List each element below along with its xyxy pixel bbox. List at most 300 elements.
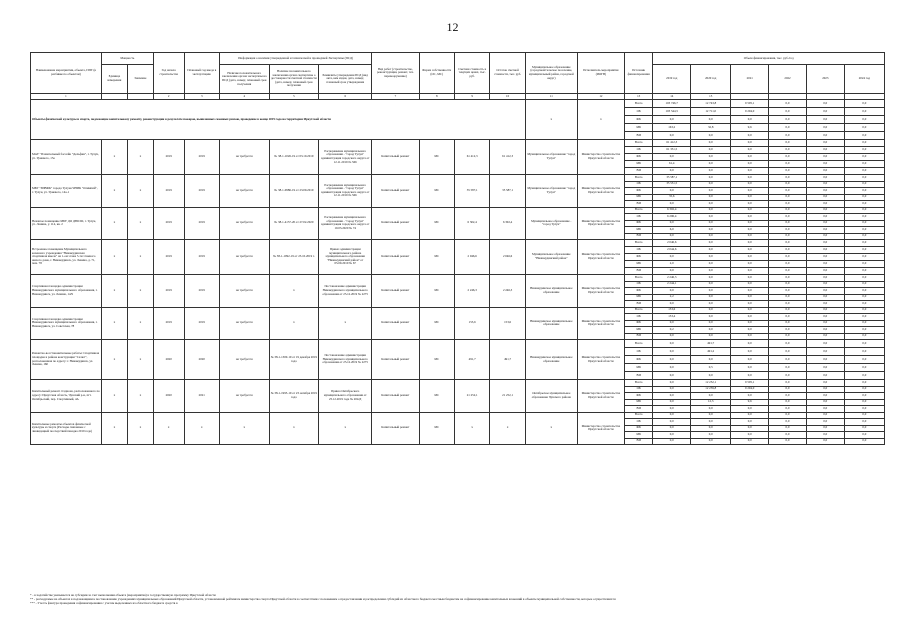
- funding-value-cell: 0,0: [844, 314, 884, 321]
- object-executor: Министерство строительства Иркутской области: [577, 412, 624, 445]
- funding-value-cell: 0,0: [844, 333, 884, 340]
- funding-value-cell: 0,0: [844, 327, 884, 334]
- funding-source-cell: ОБ: [625, 181, 653, 188]
- funding-source-cell: Всего: [625, 140, 653, 147]
- funding-value-cell: 0,0: [844, 227, 884, 234]
- object-executor: Министерство строительства Иркутской области: [577, 207, 624, 240]
- funding-value-cell: 0,0: [691, 181, 731, 188]
- funding-value-cell: 0,0: [731, 201, 769, 208]
- funding-value-cell: 0,0: [844, 340, 884, 348]
- funding-value-cell: 0,0: [731, 340, 769, 348]
- funding-value-cell: 0,0: [769, 301, 807, 308]
- section-title: Объекты физической культуры и спорта, подлежащие капитальному ремонту, реконструкции в результате пожаров, выявленных сезонных рисков, проведение в конце 2019 года на территории Иркутской области: [31, 100, 526, 140]
- column-number-cell: 2: [153, 94, 184, 100]
- funding-value-cell: 0,0: [769, 140, 807, 147]
- funding-value-cell: 0,0: [769, 364, 807, 372]
- object-expertise: № 38-1-4157-20 от 27.02.2020: [269, 207, 319, 240]
- funding-value-cell: 491,7: [691, 340, 731, 348]
- funding-value-cell: 0,0: [731, 275, 769, 282]
- object-start-year: 2020: [153, 340, 184, 380]
- funding-value-cell: 0,0: [806, 147, 844, 154]
- funding-value-cell: 0,0: [769, 348, 807, 356]
- funding-value-cell: 0,0: [691, 320, 731, 327]
- funding-value-cell: 0,0: [844, 188, 884, 195]
- funding-value-cell: 0,0: [769, 380, 807, 387]
- funding-value-cell: 0,0: [691, 227, 731, 234]
- funding-value-cell: 0,0: [844, 154, 884, 161]
- object-start-year: 2019: [153, 175, 184, 208]
- funding-value-cell: 0,0: [691, 116, 731, 124]
- funding-value-cell: 6 302,4: [653, 207, 691, 214]
- funding-value-cell: 0,0: [769, 207, 807, 214]
- funding-source-cell: Всего: [625, 100, 653, 108]
- funding-value-cell: 2 044,6: [653, 247, 691, 254]
- funding-source-cell: Всего: [625, 240, 653, 247]
- funding-value-cell: 35,6: [653, 194, 691, 201]
- funding-value-cell: 0,0: [806, 380, 844, 387]
- funding-value-cell: 0,0: [806, 233, 844, 240]
- col-name-header: Наименование мероприятия, объекта, ППТ (в разбивке по объектам): [31, 53, 102, 94]
- funding-value-cell: 0,0: [769, 314, 807, 321]
- funding-value-cell: 0,0: [806, 327, 844, 334]
- funding-value-cell: 0,0: [691, 132, 731, 140]
- funding-value-cell: 0,0: [769, 340, 807, 348]
- funding-value-cell: 0,0: [806, 227, 844, 234]
- object-requisites: х: [319, 307, 372, 340]
- funding-value-cell: 0,0: [844, 124, 884, 132]
- funding-value-cell: 0,0: [691, 372, 731, 380]
- funding-value-cell: 0,0: [691, 220, 731, 227]
- funding-value-cell: 0,0: [806, 333, 844, 340]
- funding-source-cell: ФБ: [625, 288, 653, 295]
- psd-info-header: Информация о наличии утвержденной и технической и прошедшей Экспертизы (ПСД): [219, 53, 371, 65]
- funding-value-cell: 12 239,8: [691, 386, 731, 393]
- object-psd: не требуется: [219, 307, 269, 340]
- funding-value-cell: 0,0: [769, 116, 807, 124]
- table-row: [31, 140, 885, 147]
- funding-value-cell: 0,0: [806, 320, 844, 327]
- funding-value-cell: 0,0: [769, 320, 807, 327]
- funding-value-cell: 0,0: [844, 140, 884, 147]
- funding-value-cell: 0,0: [844, 233, 884, 240]
- funding-source-cell: МБ: [625, 399, 653, 406]
- funding-value-cell: 163,2: [653, 124, 691, 132]
- remaining-cost-header: Остаток сметной стоимости, тыс. руб.: [490, 53, 525, 94]
- funding-value-cell: 9 294,0: [731, 386, 769, 393]
- funding-value-cell: 0,0: [769, 147, 807, 154]
- column-number-cell: 4: [219, 94, 269, 100]
- funding-value-cell: 0,0: [806, 124, 844, 132]
- object-municipality: Нижнеудинское муниципальное образование: [525, 307, 577, 340]
- funding-value-cell: 0,0: [806, 340, 844, 348]
- funding-value-cell: 0,0: [769, 372, 807, 380]
- object-value: х: [127, 307, 153, 340]
- funding-value-cell: 0,0: [806, 275, 844, 282]
- funding-value-cell: 0,0: [691, 233, 731, 240]
- funding-value-cell: 0,0: [844, 301, 884, 308]
- cap-value-header: Значение: [127, 65, 153, 94]
- funding-value-cell: 61,4: [653, 161, 691, 168]
- funding-value-cell: 12 711,0: [691, 108, 731, 116]
- funding-value-cell: 0,0: [769, 268, 807, 275]
- start-year-header: Год начала строительства: [153, 53, 184, 94]
- year-2021-header: 2021: [731, 65, 769, 94]
- funding-value-cell: 0,0: [769, 233, 807, 240]
- funding-value-cell: 0,0: [806, 207, 844, 214]
- year-2023-header: 2023: [806, 65, 844, 94]
- object-value: х: [127, 275, 153, 308]
- object-work-type: Капитальный ремонт: [372, 207, 419, 240]
- funding-value-cell: 0,0: [769, 425, 807, 432]
- funding-source-cell: Всего: [625, 412, 653, 419]
- object-unit: х: [101, 240, 127, 275]
- funding-value-cell: 0,0: [769, 201, 807, 208]
- funding-value-cell: 0,0: [653, 393, 691, 400]
- funding-value-cell: 0,0: [844, 116, 884, 124]
- funding-source-cell: Всего: [625, 307, 653, 314]
- funding-source-cell: ФБ: [625, 356, 653, 364]
- object-psd: х: [219, 412, 269, 445]
- funding-value-cell: 0,0: [844, 294, 884, 301]
- object-start-year: 2019: [153, 307, 184, 340]
- funding-value-cell: 0,0: [731, 194, 769, 201]
- funding-value-cell: 0,0: [731, 207, 769, 214]
- funding-value-cell: 0,0: [769, 161, 807, 168]
- object-work-type: Капитальный ремонт: [372, 175, 419, 208]
- funding-source-cell: ОБ: [625, 214, 653, 221]
- object-municipality: Октябрьское муниципальное образование Чунского района: [525, 380, 577, 413]
- object-executor: Министерство строительства Иркутской области: [577, 275, 624, 308]
- funding-value-cell: 0,0: [691, 240, 731, 247]
- footnote-2: ** - расходуемые на объектах в подлежащими к постановлению учреждениях муниципальных образований Иркутской области, установленной рейтингом министерства спорта Иркутской области в соответствии с положением о предоставлении и распределении субсидий из областного бюджета местным бюджетам на софинансирование капитальных вложений в объекты муниципальной собственности, которые осуществляются: [30, 597, 616, 601]
- object-ownership: МС: [419, 340, 454, 380]
- object-cost: 21 252,1: [454, 380, 489, 413]
- funding-value-cell: 0,0: [653, 288, 691, 295]
- funding-source-cell: ОБ: [625, 419, 653, 426]
- object-value: х: [127, 240, 153, 275]
- funding-value-cell: 0,0: [769, 214, 807, 221]
- funding-value-cell: 0,0: [844, 181, 884, 188]
- funding-value-cell: 0,0: [806, 240, 844, 247]
- funding-value-cell: 0,2: [653, 327, 691, 334]
- object-executor: Министерство строительства Иркутской области: [577, 175, 624, 208]
- funding-value-cell: 0,0: [691, 207, 731, 214]
- funding-value-cell: 0,0: [731, 247, 769, 254]
- year-2019-header: 2019 год: [653, 65, 691, 94]
- object-ownership: МС: [419, 207, 454, 240]
- funding-value-cell: 0,0: [731, 393, 769, 400]
- funding-value-cell: 0,0: [731, 412, 769, 419]
- object-cost: 2 046,6: [454, 240, 489, 275]
- funding-value-cell: 0,0: [806, 438, 844, 445]
- funding-source-cell: ВИ: [625, 268, 653, 275]
- funding-value-cell: 0,0: [844, 201, 884, 208]
- funding-value-cell: 0,0: [844, 393, 884, 400]
- funding-value-cell: 0,0: [806, 188, 844, 195]
- funding-value-cell: 0,0: [806, 261, 844, 268]
- funding-source-cell: ФБ: [625, 220, 653, 227]
- column-number-cell: 3: [184, 94, 219, 100]
- funding-value-cell: 0,0: [769, 124, 807, 132]
- object-ownership: МС: [419, 307, 454, 340]
- object-municipality: Нижнеудинское муниципальное образование: [525, 340, 577, 380]
- funding-value-cell: 0,0: [691, 294, 731, 301]
- object-cost: 491,7: [454, 340, 489, 380]
- psd-expertise-header: Наличие положительного заключения органа экспертизы о достоверности сметной стоимости (дата, номер; плановый срок получения: [269, 65, 319, 94]
- funding-value-cell: 0,0: [653, 301, 691, 308]
- object-requisites: Распоряжение муниципального образования - "город Тулун" администрация городского округа от 12.11.2019 № 566: [319, 175, 372, 208]
- object-remaining: 2 046,6: [490, 240, 525, 275]
- object-unit: х: [101, 380, 127, 413]
- funding-value-cell: 0,0: [691, 307, 731, 314]
- footnote-3: *** - Учесть фактура проведения софинансирования с учетом выделенных из областного бюджета средств в: [30, 601, 178, 605]
- object-expertise: х: [269, 307, 319, 340]
- object-requisites: х: [319, 412, 372, 445]
- object-remaining: х: [490, 412, 525, 445]
- funding-value-cell: 0,0: [653, 348, 691, 356]
- funding-value-cell: 0,0: [806, 412, 844, 419]
- program-table-sheet: [30, 52, 885, 445]
- funding-value-cell: 0,0: [731, 261, 769, 268]
- funding-value-cell: 0,0: [653, 406, 691, 413]
- object-executor: Министерство строительства Иркутской области: [577, 140, 624, 175]
- funding-value-cell: 12,3: [691, 399, 731, 406]
- funding-value-cell: 0,0: [844, 425, 884, 432]
- object-executor: Министерство строительства Иркутской области: [577, 307, 624, 340]
- header-row-1: [31, 53, 885, 65]
- funding-value-cell: 0,0: [806, 281, 844, 288]
- funding-source-cell: МБ: [625, 327, 653, 334]
- object-name: Капитальный ремонт стадиона, расположенного по адресу: Иркутская область, Чунский р-н, пгт. Октябрьский, пер. Спортивный, 4А: [31, 380, 102, 413]
- funding-value-cell: 0,0: [731, 240, 769, 247]
- object-ownership: МС: [419, 380, 454, 413]
- funding-value-cell: 0,0: [731, 320, 769, 327]
- funding-value-cell: 0,0: [769, 188, 807, 195]
- object-requisites: Приказ Октябрьского муниципального образования от 25.12.2019 года № 204/Д: [319, 380, 372, 413]
- funding-value-cell: 0,0: [653, 168, 691, 175]
- column-number-cell: 12: [577, 94, 624, 100]
- funding-value-cell: 0,0: [844, 386, 884, 393]
- column-number-cell: 7: [372, 94, 419, 100]
- funding-value-cell: 0,0: [844, 348, 884, 356]
- funding-source-cell: Всего: [625, 340, 653, 348]
- funding-value-cell: 0,0: [806, 425, 844, 432]
- column-number-cell: 10: [490, 94, 525, 100]
- funding-value-cell: 0,0: [731, 140, 769, 147]
- funding-source-cell: ВИ: [625, 201, 653, 208]
- executor-header: Исполнитель мероприятия (ИОГВ): [577, 53, 624, 94]
- object-start-year: 2019: [153, 207, 184, 240]
- year-2022-header: 2022: [769, 65, 807, 94]
- funding-value-cell: 0,0: [731, 175, 769, 182]
- object-plan-year: 2020: [184, 340, 219, 380]
- funding-value-cell: 0,0: [806, 214, 844, 221]
- funding-source-cell: ФБ: [625, 116, 653, 124]
- funding-value-cell: 0,0: [769, 288, 807, 295]
- funding-value-cell: 0,0: [769, 419, 807, 426]
- funding-value-cell: 0,0: [653, 220, 691, 227]
- table-row: [31, 100, 885, 108]
- object-ownership: МС: [419, 275, 454, 308]
- object-cost: 2 246,3: [454, 275, 489, 308]
- funding-value-cell: 0,0: [731, 333, 769, 340]
- funding-value-cell: 35 551,5: [653, 181, 691, 188]
- object-plan-year: 2021: [184, 380, 219, 413]
- funding-value-cell: 2 244,1: [653, 281, 691, 288]
- funding-value-cell: 0,0: [691, 268, 731, 275]
- funding-source-cell: ФБ: [625, 154, 653, 161]
- funding-value-cell: 0,0: [691, 333, 731, 340]
- funding-source-cell: ОБ: [625, 386, 653, 393]
- funding-value-cell: 0,0: [731, 348, 769, 356]
- object-municipality: Муниципальное образование "Нижнеудинский район": [525, 240, 577, 275]
- object-expertise: № 38-1-1026-19 от 03.10.2019: [269, 140, 319, 175]
- funding-value-cell: 0,0: [769, 261, 807, 268]
- funding-source-cell: ВИ: [625, 301, 653, 308]
- funding-value-cell: 0,0: [806, 348, 844, 356]
- funding-value-cell: 0,0: [806, 406, 844, 413]
- funding-value-cell: 0,0: [844, 320, 884, 327]
- object-ownership: МС: [419, 175, 454, 208]
- funding-value-cell: 0,0: [731, 268, 769, 275]
- object-value: х: [127, 380, 153, 413]
- funding-source-cell: ВИ: [625, 372, 653, 380]
- object-cost: 6 302,4: [454, 207, 489, 240]
- object-unit: х: [101, 307, 127, 340]
- funding-value-cell: 0,0: [844, 261, 884, 268]
- funding-value-cell: 0,0: [691, 314, 731, 321]
- object-name: Капитальные ремонты объектов физической культуры и спорта (Расходы связанные с ликвидацией последствий паводка 2019 года): [31, 412, 102, 445]
- funding-value-cell: 0,0: [691, 425, 731, 432]
- funding-value-cell: 0,0: [806, 399, 844, 406]
- ownership-header: Форма собственности (ОС, МС): [419, 53, 454, 94]
- funding-value-cell: 0,0: [806, 372, 844, 380]
- object-start-year: х: [153, 412, 184, 445]
- object-expertise: № 38-1-1995-19 от 23 октября 2019 года: [269, 380, 319, 413]
- funding-value-cell: 0,0: [653, 364, 691, 372]
- funding-value-cell: 0,0: [731, 132, 769, 140]
- funding-value-cell: 0,0: [769, 333, 807, 340]
- funding-value-cell: 0,0: [731, 254, 769, 261]
- funding-source-cell: ФБ: [625, 393, 653, 400]
- object-municipality: х: [525, 412, 577, 445]
- funding-source-cell: МБ: [625, 124, 653, 132]
- funding-value-cell: 0,0: [731, 233, 769, 240]
- funding-source-cell: Всего: [625, 207, 653, 214]
- funding-value-cell: 0,0: [653, 154, 691, 161]
- funding-value-cell: 0,0: [769, 240, 807, 247]
- funding-source-cell: МБ: [625, 194, 653, 201]
- funding-value-cell: 0,0: [691, 147, 731, 154]
- object-start-year: 2019: [153, 140, 184, 175]
- funding-value-cell: 0,0: [844, 254, 884, 261]
- funding-source-cell: МБ: [625, 261, 653, 268]
- funding-value-cell: 0,0: [731, 356, 769, 364]
- funding-value-cell: 0,0: [731, 301, 769, 308]
- object-value: х: [127, 207, 153, 240]
- funding-value-cell: 0,0: [806, 168, 844, 175]
- funding-value-cell: 0,0: [691, 432, 731, 439]
- object-municipality: Муниципальное образование "город Тулун": [525, 140, 577, 175]
- funding-value-cell: 0,0: [806, 393, 844, 400]
- funding-value-cell: 0,0: [806, 116, 844, 124]
- funding-value-cell: 12 252,1: [691, 380, 731, 387]
- column-number-cell: 14: [653, 94, 691, 100]
- funding-value-cell: 0,0: [806, 220, 844, 227]
- funding-value-cell: 0,0: [691, 161, 731, 168]
- funding-value-cell: 0,0: [731, 432, 769, 439]
- funding-value-cell: 0,0: [731, 406, 769, 413]
- funding-source-cell: ВИ: [625, 168, 653, 175]
- funding-value-cell: 0,0: [769, 281, 807, 288]
- funding-value-cell: 32,8: [691, 124, 731, 132]
- funding-value-cell: 0,0: [691, 168, 731, 175]
- funding-value-cell: 0,0: [731, 220, 769, 227]
- object-executor: Министерство строительства Иркутской области: [577, 240, 624, 275]
- column-number-cell: 11: [525, 94, 577, 100]
- funding-value-cell: 0,0: [844, 419, 884, 426]
- funding-value-cell: 0,0: [691, 412, 731, 419]
- funding-value-cell: 0,0: [731, 281, 769, 288]
- object-start-year: 2019: [153, 240, 184, 275]
- funding-value-cell: 0,0: [769, 275, 807, 282]
- funding-value-cell: 0,0: [691, 175, 731, 182]
- funding-value-cell: 0,0: [691, 406, 731, 413]
- funding-value-cell: 12 743,8: [691, 100, 731, 108]
- funding-value-cell: 9 505,1: [731, 100, 769, 108]
- funding-value-cell: 0,0: [769, 227, 807, 234]
- funding-value-cell: 61 412,3: [653, 140, 691, 147]
- funding-value-cell: 0,0: [844, 364, 884, 372]
- psd-need-header: Наличие положительного заключения органа экспертизы на ПСД (дата, номер; плановый срок получения: [219, 65, 269, 94]
- funding-source-cell: ОБ: [625, 247, 653, 254]
- plan-year-header: Плановый год ввода в эксплуатацию: [184, 53, 219, 94]
- object-name: Спортивная площадка администрации Нижнеудинского муниципального образования, г. Нижнеудинск, ул. Советская, 78: [31, 307, 102, 340]
- funding-value-cell: 0,0: [769, 432, 807, 439]
- funding-value-cell: 0,0: [731, 161, 769, 168]
- object-remaining: 35 587,1: [490, 175, 525, 208]
- funding-value-cell: 103 544,5: [653, 108, 691, 116]
- object-unit: х: [101, 207, 127, 240]
- funding-value-cell: 153,6: [653, 307, 691, 314]
- funding-value-cell: 0,0: [769, 327, 807, 334]
- funding-source-cell: МБ: [625, 364, 653, 372]
- funding-value-cell: 0,0: [844, 161, 884, 168]
- footnote-1: * - в ходатайстве указывается на субсидии за счет выполнения объекта (мероприятия) в государственную программу Иркутской области: [30, 593, 216, 597]
- funding-source-cell: ФБ: [625, 320, 653, 327]
- object-municipality: Муниципальное образование "город Тулун": [525, 175, 577, 208]
- funding-source-cell: ФБ: [625, 254, 653, 261]
- funding-value-cell: 0,0: [691, 275, 731, 282]
- funding-value-cell: 103 746,7: [653, 100, 691, 108]
- column-number-cell: 6: [319, 94, 372, 100]
- funding-value-cell: 2 046,6: [653, 240, 691, 247]
- funding-value-cell: 0,0: [844, 307, 884, 314]
- object-start-year: 2020: [153, 380, 184, 413]
- object-ownership: МС: [419, 140, 454, 175]
- object-executor: Министерство строительства Иркутской области: [577, 340, 624, 380]
- funding-value-cell: 153,4: [653, 314, 691, 321]
- funding-value-cell: 0,0: [653, 399, 691, 406]
- funding-value-cell: 2 246,3: [653, 275, 691, 282]
- funding-value-cell: 0,0: [844, 168, 884, 175]
- funding-value-cell: 0,0: [691, 327, 731, 334]
- column-number-cell: 13: [625, 94, 653, 100]
- object-work-type: Капитальный ремонт: [372, 240, 419, 275]
- object-work-type: Капитальный ремонт: [372, 275, 419, 308]
- object-name: Нежилое помещение МБУ ДО ДЮСШ, г. Тулун, ул. Ленина, у. 114, кв. 2: [31, 207, 102, 240]
- funding-value-cell: 0,0: [731, 188, 769, 195]
